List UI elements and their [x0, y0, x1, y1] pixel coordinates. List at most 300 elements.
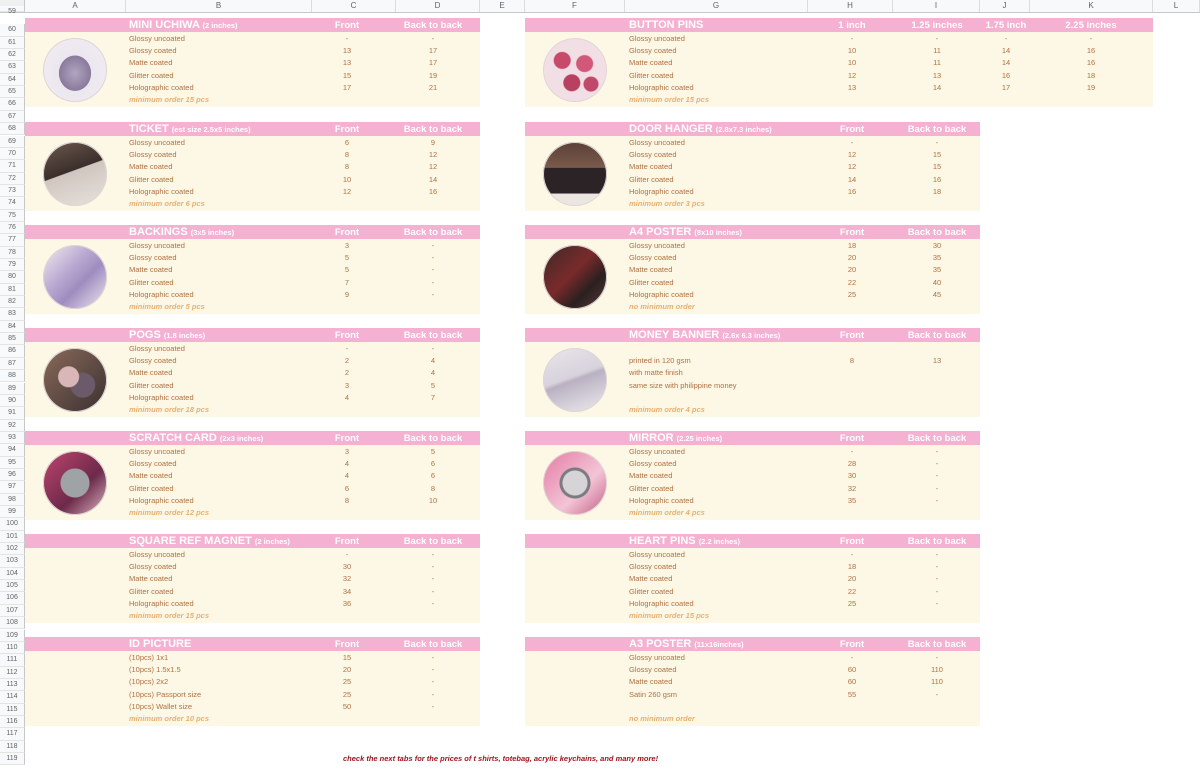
price-cell[interactable]: 4 [344, 458, 350, 468]
price-cell[interactable]: 16 [1001, 70, 1011, 80]
id-picture-title[interactable] [129, 637, 191, 651]
price-row-label[interactable]: (10pcs) 2x2 [129, 677, 169, 687]
price-cell[interactable]: 10 [847, 45, 857, 55]
row-header-84[interactable]: 84 [0, 321, 25, 333]
price-row-label[interactable]: Glossy uncoated [129, 549, 185, 559]
price-cell[interactable]: 18 [847, 561, 857, 571]
row-header-89[interactable]: 89 [0, 383, 25, 395]
price-row-label[interactable]: Glitter coated [129, 70, 174, 80]
price-row-label[interactable]: Glitter coated [629, 70, 674, 80]
row-header-113[interactable]: 113 [0, 679, 25, 691]
price-cell[interactable]: 25 [847, 598, 857, 608]
price-cell[interactable]: - [431, 677, 435, 687]
price-cell[interactable]: 7 [430, 392, 436, 402]
price-cell[interactable]: 25 [342, 689, 352, 699]
price-cell[interactable]: 10 [342, 174, 352, 184]
price-cell[interactable]: 32 [342, 574, 352, 584]
column-header-h[interactable]: H [808, 0, 893, 12]
price-cell[interactable]: - [935, 495, 939, 505]
price-cell[interactable]: 28 [847, 458, 857, 468]
price-cell[interactable]: 5 [344, 252, 350, 262]
money-banner-photo[interactable] [543, 348, 607, 412]
row-header-86[interactable]: 86 [0, 345, 25, 357]
price-row-label[interactable]: Glossy uncoated [629, 33, 685, 43]
row-header-83[interactable]: 83 [0, 308, 25, 320]
price-cell[interactable]: 13 [932, 70, 942, 80]
row-header-111[interactable]: 111 [0, 654, 25, 666]
backings-photo[interactable] [43, 245, 107, 309]
price-row-label[interactable]: Glossy uncoated [629, 240, 685, 250]
row-header-101[interactable]: 101 [0, 531, 25, 543]
price-cell[interactable]: - [935, 561, 939, 571]
price-row-label[interactable]: Glitter coated [629, 277, 674, 287]
price-cell[interactable]: 30 [342, 561, 352, 571]
price-cell[interactable]: - [935, 33, 939, 43]
row-header-59[interactable]: 59 [0, 6, 25, 12]
price-cell[interactable]: 8 [849, 355, 855, 365]
price-cell[interactable]: 12 [428, 162, 438, 172]
price-cell[interactable]: 16 [428, 186, 438, 196]
price-row-label[interactable]: Glitter coated [129, 380, 174, 390]
price-row-label[interactable]: Glossy uncoated [129, 33, 185, 43]
price-cell[interactable]: - [935, 549, 939, 559]
price-row-label[interactable]: Glossy coated [629, 45, 677, 55]
row-header-82[interactable]: 82 [0, 296, 25, 308]
price-cell[interactable]: - [431, 33, 435, 43]
price-cell[interactable]: 7 [344, 277, 350, 287]
price-cell[interactable]: 9 [344, 289, 350, 299]
price-cell[interactable]: 40 [932, 277, 942, 287]
price-cell[interactable]: 6 [430, 458, 436, 468]
price-cell[interactable]: 60 [847, 664, 857, 674]
price-cell[interactable]: 16 [932, 174, 942, 184]
price-row-label[interactable]: printed in 120 gsm [629, 355, 691, 365]
price-row-label[interactable]: Holographic coated [629, 186, 694, 196]
price-row-label[interactable]: Glossy coated [129, 561, 177, 571]
price-cell[interactable]: 6 [344, 137, 350, 147]
row-header-63[interactable]: 63 [0, 61, 25, 73]
price-row-label[interactable]: Glossy coated [629, 664, 677, 674]
price-row-label[interactable]: Matte coated [129, 265, 173, 275]
price-cell[interactable]: - [345, 549, 349, 559]
row-header-69[interactable]: 69 [0, 136, 25, 148]
row-header-78[interactable]: 78 [0, 247, 25, 259]
row-header-98[interactable]: 98 [0, 494, 25, 506]
price-row-label[interactable]: Satin 260 gsm [629, 689, 677, 699]
scratch-card-photo[interactable] [43, 451, 107, 515]
row-header-95[interactable]: 95 [0, 457, 25, 469]
price-row-label[interactable]: Glossy coated [129, 458, 177, 468]
price-row-label[interactable]: Glitter coated [629, 174, 674, 184]
price-row-label[interactable]: Glossy coated [129, 355, 177, 365]
price-cell[interactable]: 17 [428, 58, 438, 68]
row-header-73[interactable]: 73 [0, 185, 25, 197]
price-cell[interactable]: 110 [931, 664, 943, 674]
price-cell[interactable]: 55 [847, 689, 857, 699]
row-header-112[interactable]: 112 [0, 667, 25, 679]
price-cell[interactable]: 16 [1086, 45, 1096, 55]
row-header-79[interactable]: 79 [0, 259, 25, 271]
price-cell[interactable]: 20 [342, 664, 352, 674]
row-header-65[interactable]: 65 [0, 86, 25, 98]
price-row-label[interactable]: Glossy coated [629, 458, 677, 468]
price-row-label[interactable]: Matte coated [629, 471, 673, 481]
price-cell[interactable]: 5 [430, 446, 436, 456]
price-cell[interactable]: 20 [847, 574, 857, 584]
row-header-102[interactable]: 102 [0, 543, 25, 555]
price-row-label[interactable]: Matte coated [129, 574, 173, 584]
price-cell[interactable]: 3 [344, 380, 350, 390]
price-row-label[interactable]: Glossy coated [129, 149, 177, 159]
row-header-116[interactable]: 116 [0, 716, 25, 728]
row-header-68[interactable]: 68 [0, 123, 25, 135]
price-row-label[interactable]: Glitter coated [129, 586, 174, 596]
row-header-104[interactable]: 104 [0, 568, 25, 580]
price-cell[interactable]: 8 [344, 495, 350, 505]
price-cell[interactable]: 13 [342, 58, 352, 68]
row-header-110[interactable]: 110 [0, 642, 25, 654]
price-cell[interactable]: - [431, 689, 435, 699]
backings-title[interactable] [129, 225, 234, 239]
price-row-label[interactable]: (10pcs) 1.5x1.5 [129, 664, 181, 674]
price-cell[interactable]: 60 [847, 677, 857, 687]
row-header-107[interactable]: 107 [0, 605, 25, 617]
a3-poster-title[interactable] [629, 637, 744, 651]
ticket-title[interactable] [129, 122, 251, 136]
price-cell[interactable]: 8 [344, 162, 350, 172]
column-header-e[interactable]: E [480, 0, 525, 12]
price-cell[interactable]: 11 [933, 58, 941, 68]
mini-uchiwa-title[interactable] [129, 18, 238, 32]
price-row-label[interactable]: Glossy uncoated [629, 652, 685, 662]
price-row-label[interactable]: Glitter coated [129, 483, 174, 493]
price-row-label[interactable]: Matte coated [629, 162, 673, 172]
price-cell[interactable]: 20 [847, 252, 857, 262]
price-cell[interactable]: - [431, 586, 435, 596]
price-row-label[interactable]: Glitter coated [129, 277, 174, 287]
price-row-label[interactable]: Glossy coated [629, 561, 677, 571]
price-cell[interactable]: - [431, 240, 435, 250]
price-cell[interactable]: 30 [932, 240, 942, 250]
price-cell[interactable]: 12 [342, 186, 352, 196]
row-header-105[interactable]: 105 [0, 580, 25, 592]
price-row-label[interactable]: Glossy coated [629, 149, 677, 159]
price-cell[interactable]: 15 [342, 70, 352, 80]
price-row-label[interactable]: Glossy uncoated [129, 240, 185, 250]
column-header-i[interactable]: I [893, 0, 980, 12]
price-cell[interactable]: 35 [932, 252, 942, 262]
price-cell[interactable]: 10 [847, 58, 857, 68]
price-cell[interactable]: - [345, 343, 349, 353]
price-cell[interactable]: 25 [847, 289, 857, 299]
price-cell[interactable]: 18 [1086, 70, 1096, 80]
row-header-66[interactable]: 66 [0, 98, 25, 110]
row-header-91[interactable]: 91 [0, 407, 25, 419]
price-row-label[interactable]: (10pcs) Passport size [129, 689, 202, 699]
price-cell[interactable]: - [431, 252, 435, 262]
price-cell[interactable]: 14 [1001, 58, 1011, 68]
price-cell[interactable]: 50 [342, 701, 352, 711]
price-cell[interactable]: - [431, 664, 435, 674]
price-row-label[interactable]: Matte coated [129, 58, 173, 68]
row-header-106[interactable]: 106 [0, 592, 25, 604]
price-cell[interactable]: - [431, 343, 435, 353]
row-header-100[interactable]: 100 [0, 518, 25, 530]
price-row-label[interactable]: Glitter coated [629, 483, 674, 493]
price-cell[interactable]: - [431, 549, 435, 559]
price-cell[interactable]: - [850, 549, 854, 559]
price-cell[interactable]: 19 [1086, 82, 1096, 92]
price-cell[interactable]: 4 [344, 392, 350, 402]
row-header-119[interactable]: 119 [0, 753, 25, 765]
price-row-label[interactable]: Holographic coated [129, 289, 194, 299]
row-header-70[interactable]: 70 [0, 148, 25, 160]
mini-uchiwa-photo[interactable] [43, 38, 107, 102]
price-cell[interactable]: 6 [344, 483, 350, 493]
price-row-label[interactable]: Matte coated [629, 265, 673, 275]
price-cell[interactable]: 35 [847, 495, 857, 505]
price-cell[interactable]: 6 [430, 471, 436, 481]
scratch-card-title[interactable] [129, 431, 263, 445]
row-header-93[interactable]: 93 [0, 432, 25, 444]
price-row-label[interactable]: Matte coated [129, 471, 173, 481]
price-row-label[interactable]: Holographic coated [629, 598, 694, 608]
heart-pins-title[interactable] [629, 534, 740, 548]
price-row-label[interactable]: Holographic coated [129, 495, 194, 505]
row-header-96[interactable]: 96 [0, 469, 25, 481]
price-cell[interactable]: - [935, 446, 939, 456]
row-header-88[interactable]: 88 [0, 370, 25, 382]
price-cell[interactable]: 13 [847, 82, 857, 92]
column-header-k[interactable]: K [1030, 0, 1153, 12]
a4-poster-title[interactable] [629, 225, 742, 239]
row-header-81[interactable]: 81 [0, 284, 25, 296]
price-row-label[interactable]: Holographic coated [129, 392, 194, 402]
price-cell[interactable]: 18 [932, 186, 942, 196]
price-row-label[interactable]: Glossy coated [129, 252, 177, 262]
price-cell[interactable]: - [935, 689, 939, 699]
row-header-72[interactable]: 72 [0, 173, 25, 185]
row-header-71[interactable]: 71 [0, 160, 25, 172]
price-cell[interactable]: 35 [932, 265, 942, 275]
pogs-title[interactable] [129, 328, 205, 342]
price-row-label[interactable]: Holographic coated [629, 82, 694, 92]
a4-poster-photo[interactable] [543, 245, 607, 309]
ticket-photo[interactable] [43, 142, 107, 206]
price-cell[interactable]: 8 [430, 483, 436, 493]
price-cell[interactable]: 4 [430, 355, 436, 365]
price-cell[interactable]: 25 [342, 677, 352, 687]
price-cell[interactable]: - [850, 652, 854, 662]
row-header-64[interactable]: 64 [0, 74, 25, 86]
row-header-115[interactable]: 115 [0, 704, 25, 716]
column-header-b[interactable]: B [126, 0, 312, 12]
price-cell[interactable]: 12 [428, 149, 438, 159]
price-row-label[interactable]: Holographic coated [629, 495, 694, 505]
price-row-label[interactable]: Glossy uncoated [129, 446, 185, 456]
price-row-label[interactable]: Glossy coated [129, 45, 177, 55]
price-cell[interactable]: 16 [1086, 58, 1096, 68]
column-header-d[interactable]: D [396, 0, 480, 12]
row-header-108[interactable]: 108 [0, 617, 25, 629]
price-cell[interactable]: 45 [932, 289, 942, 299]
price-cell[interactable]: - [935, 574, 939, 584]
price-cell[interactable]: - [850, 33, 854, 43]
price-row-label[interactable]: Glossy uncoated [129, 137, 185, 147]
column-header-g[interactable]: G [625, 0, 808, 12]
price-cell[interactable]: 36 [342, 598, 352, 608]
price-row-label[interactable]: (10pcs) Wallet size [129, 701, 193, 711]
price-cell[interactable]: 14 [1001, 45, 1011, 55]
row-header-67[interactable]: 67 [0, 111, 25, 123]
price-cell[interactable]: 32 [847, 483, 857, 493]
row-header-61[interactable]: 61 [0, 37, 25, 49]
price-cell[interactable]: 12 [847, 162, 857, 172]
price-cell[interactable]: - [1089, 33, 1093, 43]
price-cell[interactable]: 15 [342, 652, 352, 662]
price-cell[interactable]: - [935, 598, 939, 608]
price-cell[interactable]: 15 [932, 162, 942, 172]
price-cell[interactable]: 12 [847, 149, 857, 159]
row-header-85[interactable]: 85 [0, 333, 25, 345]
row-header-92[interactable]: 92 [0, 420, 25, 432]
price-cell[interactable]: - [935, 137, 939, 147]
price-cell[interactable]: - [935, 483, 939, 493]
row-header-77[interactable]: 77 [0, 234, 25, 246]
price-cell[interactable]: - [935, 458, 939, 468]
price-cell[interactable]: 17 [428, 45, 438, 55]
price-row-label[interactable]: Matte coated [129, 162, 173, 172]
price-row-label[interactable]: Glitter coated [129, 174, 174, 184]
price-cell[interactable]: 22 [847, 277, 857, 287]
price-cell[interactable]: - [431, 574, 435, 584]
row-header-80[interactable]: 80 [0, 271, 25, 283]
price-cell[interactable]: 19 [428, 70, 438, 80]
price-cell[interactable]: 10 [428, 495, 438, 505]
button-pins-title[interactable] [629, 18, 703, 32]
pogs-photo[interactable] [43, 348, 107, 412]
price-cell[interactable]: 2 [344, 355, 350, 365]
door-hanger-title[interactable] [629, 122, 772, 136]
price-row-label[interactable]: Matte coated [129, 368, 173, 378]
price-row-label[interactable]: Holographic coated [629, 289, 694, 299]
price-cell[interactable]: - [431, 277, 435, 287]
row-header-87[interactable]: 87 [0, 358, 25, 370]
door-hanger-photo[interactable] [543, 142, 607, 206]
price-cell[interactable]: - [850, 137, 854, 147]
column-header-f[interactable]: F [525, 0, 625, 12]
price-cell[interactable]: 3 [344, 240, 350, 250]
price-cell[interactable]: - [935, 586, 939, 596]
row-header-114[interactable]: 114 [0, 691, 25, 703]
price-row-label[interactable]: Glossy coated [629, 252, 677, 262]
price-cell[interactable]: 20 [847, 265, 857, 275]
row-header-74[interactable]: 74 [0, 197, 25, 209]
row-header-118[interactable]: 118 [0, 741, 25, 753]
price-cell[interactable]: - [935, 652, 939, 662]
money-banner-title[interactable] [629, 328, 780, 342]
row-header-75[interactable]: 75 [0, 210, 25, 222]
price-row-label[interactable]: Glossy uncoated [629, 137, 685, 147]
price-row-label[interactable]: Glossy uncoated [129, 343, 185, 353]
price-row-label[interactable]: Matte coated [629, 677, 673, 687]
price-row-label[interactable]: Holographic coated [129, 186, 194, 196]
mirror-photo[interactable] [543, 451, 607, 515]
price-cell[interactable]: 8 [344, 149, 350, 159]
price-row-label[interactable]: Matte coated [629, 574, 673, 584]
price-cell[interactable]: 14 [428, 174, 438, 184]
price-cell[interactable]: - [431, 701, 435, 711]
price-cell[interactable]: - [431, 561, 435, 571]
price-cell[interactable]: 12 [847, 70, 857, 80]
price-cell[interactable]: 21 [428, 82, 438, 92]
price-cell[interactable]: 17 [342, 82, 352, 92]
mirror-title[interactable] [629, 431, 722, 445]
row-header-117[interactable]: 117 [0, 728, 25, 740]
price-cell[interactable]: 15 [932, 149, 942, 159]
price-row-label[interactable]: Matte coated [629, 58, 673, 68]
price-row-label[interactable]: (10pcs) 1x1 [129, 652, 169, 662]
price-row-label[interactable]: Glossy uncoated [629, 446, 685, 456]
price-cell[interactable]: - [431, 289, 435, 299]
price-cell[interactable]: - [345, 33, 349, 43]
column-header-j[interactable]: J [980, 0, 1030, 12]
price-cell[interactable]: 30 [847, 471, 857, 481]
row-header-90[interactable]: 90 [0, 395, 25, 407]
price-cell[interactable]: - [431, 652, 435, 662]
price-cell[interactable]: 22 [847, 586, 857, 596]
column-header-l[interactable]: L [1153, 0, 1200, 12]
price-cell[interactable]: 4 [344, 471, 350, 481]
price-row-label[interactable]: Glossy uncoated [629, 549, 685, 559]
price-cell[interactable]: - [935, 471, 939, 481]
price-cell[interactable]: 3 [344, 446, 350, 456]
row-header-97[interactable]: 97 [0, 481, 25, 493]
price-cell[interactable]: - [431, 598, 435, 608]
row-header-109[interactable]: 109 [0, 630, 25, 642]
price-cell[interactable]: 5 [430, 380, 436, 390]
price-cell[interactable]: - [850, 446, 854, 456]
price-cell[interactable]: 14 [847, 174, 857, 184]
row-header-94[interactable]: 94 [0, 444, 25, 456]
price-row-label[interactable]: with matte finish [629, 368, 683, 378]
row-header-76[interactable]: 76 [0, 222, 25, 234]
square-ref-magnet-title[interactable] [129, 534, 290, 548]
price-cell[interactable]: - [1004, 33, 1008, 43]
price-cell[interactable]: 13 [932, 355, 942, 365]
price-cell[interactable]: 17 [1001, 82, 1011, 92]
row-header-60[interactable]: 60 [0, 24, 25, 36]
price-cell[interactable]: 16 [847, 186, 857, 196]
button-pins-photo[interactable] [543, 38, 607, 102]
row-header-99[interactable]: 99 [0, 506, 25, 518]
price-row-label[interactable]: Holographic coated [129, 598, 194, 608]
price-cell[interactable]: 2 [344, 368, 350, 378]
price-cell[interactable]: 110 [931, 677, 943, 687]
price-cell[interactable]: 14 [932, 82, 942, 92]
price-cell[interactable]: 9 [430, 137, 436, 147]
price-cell[interactable]: 4 [430, 368, 436, 378]
row-header-62[interactable]: 62 [0, 49, 25, 61]
price-cell[interactable]: 13 [342, 45, 352, 55]
column-header-c[interactable]: C [312, 0, 396, 12]
price-cell[interactable]: 5 [344, 265, 350, 275]
price-cell[interactable]: 34 [342, 586, 352, 596]
price-row-label[interactable]: same size with philippine money [629, 380, 737, 390]
row-header-103[interactable]: 103 [0, 555, 25, 567]
price-cell[interactable]: 11 [933, 45, 941, 55]
price-cell[interactable]: 18 [847, 240, 857, 250]
